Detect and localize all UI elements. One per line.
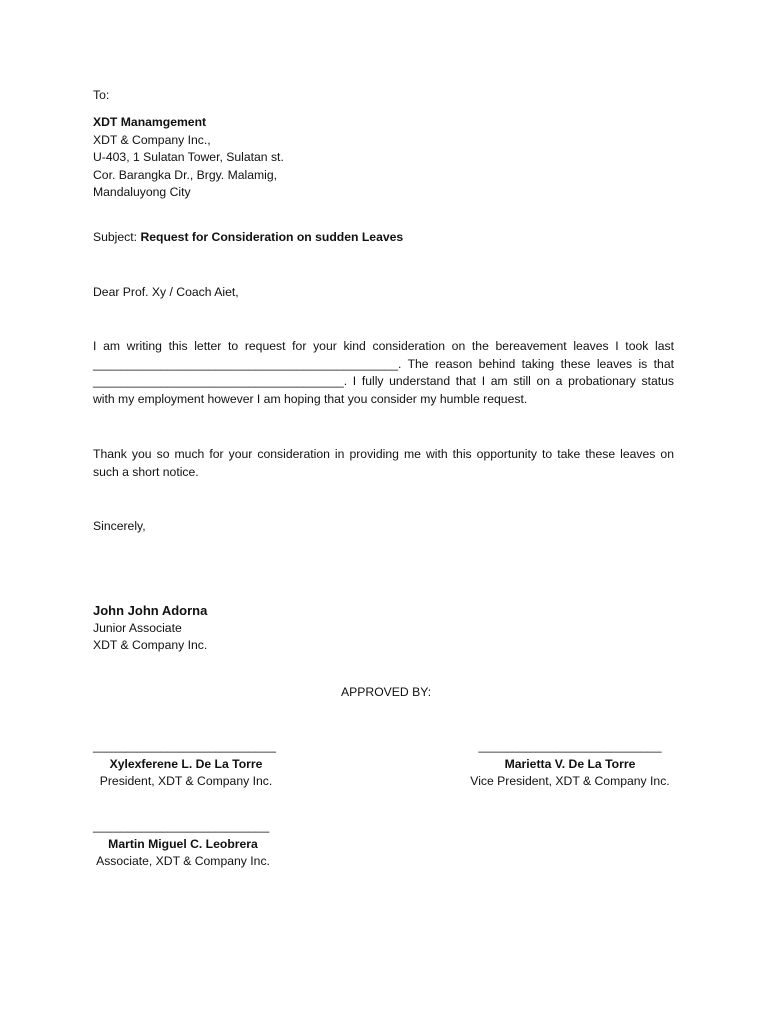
signature-line: ___________________________	[478, 739, 662, 753]
recipient-address-line-2: U-403, 1 Sulatan Tower, Sulatan st.	[93, 150, 284, 164]
sender-title: Junior Associate	[93, 620, 182, 635]
recipient-name: XDT Manamgement	[93, 115, 207, 129]
closing: Sincerely,	[93, 519, 146, 533]
signatory-block-vice-president	[465, 738, 675, 791]
signatory-position: President, XDT & Company Inc.	[99, 774, 273, 788]
signatory-name: Martin Miguel C. Leobrera	[108, 836, 258, 851]
recipient-address-line-4: Mandaluyong City	[93, 185, 191, 199]
signature-line: ___________________________	[93, 739, 277, 753]
body-paragraph-2: Thank you so much for your consideration in providing me with this opportunity to take these leaves on such a short notice.	[93, 447, 674, 479]
signatory-position: Vice President, XDT & Company Inc.	[470, 774, 670, 788]
body-paragraph-1: I am writing this letter to request for your kind consideration on the bereavement leaves I took last _____________________________________________. The reason behind taking these leaves is that _____________________________________. I fully understand that I am still on a probationary status with my employment however I am hoping that you consider my humble request.	[93, 339, 674, 406]
subject-line	[93, 229, 403, 247]
recipient-block	[93, 114, 284, 202]
signatory-position: Associate, XDT & Company Inc.	[96, 854, 270, 868]
recipient-address-line-1: XDT & Company Inc.,	[93, 132, 211, 147]
signatory-name: Xylexferene L. De La Torre	[109, 756, 263, 771]
recipient-address-line-3: Cor. Barangka Dr., Brgy. Malamig,	[93, 167, 278, 182]
signatory-name: Marietta V. De La Torre	[504, 756, 636, 771]
subject-text: Request for Consideration on sudden Leaves	[140, 230, 404, 244]
signature-line: __________________________	[93, 819, 270, 833]
to-label: To:	[93, 88, 110, 102]
salutation: Dear Prof. Xy / Coach Aiet,	[93, 285, 239, 299]
signatory-block-president	[93, 738, 279, 791]
sender-block	[93, 602, 207, 655]
sender-company: XDT & Company Inc.	[93, 638, 208, 652]
approved-by-heading: APPROVED BY:	[341, 685, 432, 699]
sender-name: John John Adorna	[93, 603, 208, 618]
signatory-block-associate	[93, 818, 273, 871]
subject-label: Subject:	[93, 230, 138, 244]
